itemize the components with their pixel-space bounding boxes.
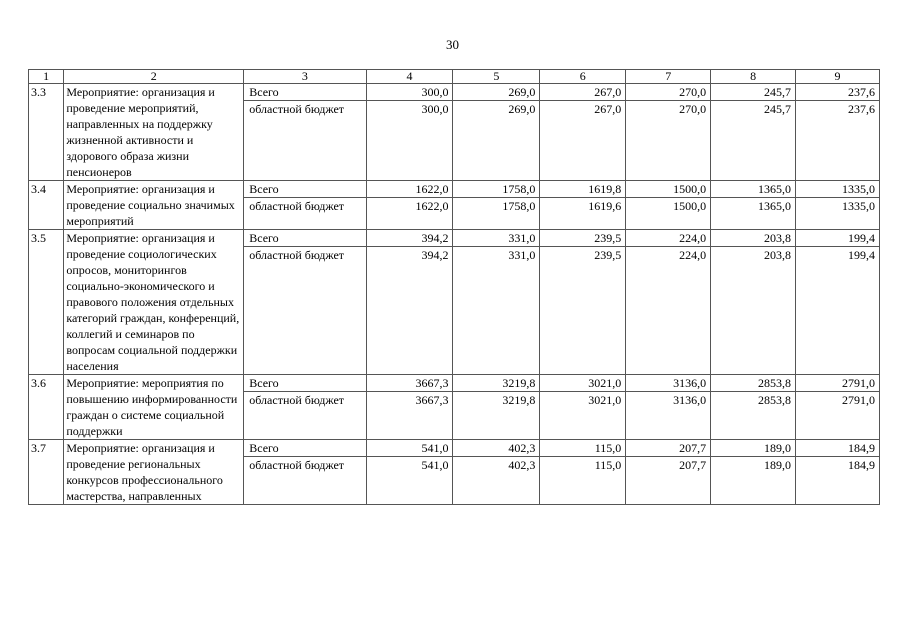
row-number: 3.7 <box>29 440 64 505</box>
activity-name: Мероприятие: мероприятия по повышению информированности граждан о системе социальной поддержки <box>64 375 244 440</box>
value-cell: 3021,0 <box>540 375 626 392</box>
value-cell: 1500,0 <box>626 198 711 230</box>
value-cell: 2791,0 <box>796 375 880 392</box>
table-body <box>29 70 880 505</box>
value-cell: 267,0 <box>540 101 626 181</box>
column-header: 1 <box>29 70 64 84</box>
value-cell: 267,0 <box>540 84 626 101</box>
value-cell: 1619,8 <box>540 181 626 198</box>
value-cell: 3136,0 <box>626 375 711 392</box>
column-header: 7 <box>626 70 711 84</box>
value-cell: 1335,0 <box>796 181 880 198</box>
value-cell: 270,0 <box>626 101 711 181</box>
value-cell: 199,4 <box>796 230 880 247</box>
table-row <box>29 181 880 198</box>
value-cell: 237,6 <box>796 101 880 181</box>
funding-source: Всего <box>244 440 366 457</box>
value-cell: 239,5 <box>540 230 626 247</box>
value-cell: 239,5 <box>540 247 626 375</box>
table-row <box>29 84 880 101</box>
value-cell: 199,4 <box>796 247 880 375</box>
funding-source: областной бюджет <box>244 247 366 375</box>
funding-source: Всего <box>244 84 366 101</box>
value-cell: 269,0 <box>453 101 540 181</box>
table-row <box>29 230 880 247</box>
value-cell: 203,8 <box>711 230 796 247</box>
value-cell: 1619,6 <box>540 198 626 230</box>
value-cell: 207,7 <box>626 440 711 457</box>
value-cell: 203,8 <box>711 247 796 375</box>
activity-name: Мероприятие: организация и проведение мероприятий, направленных на поддержку жизненной активности и здорового образа жизни пенсионеров <box>64 84 244 181</box>
value-cell: 402,3 <box>453 440 540 457</box>
funding-source: Всего <box>244 181 366 198</box>
value-cell: 300,0 <box>366 84 453 101</box>
value-cell: 331,0 <box>453 247 540 375</box>
value-cell: 237,6 <box>796 84 880 101</box>
funding-source: областной бюджет <box>244 392 366 440</box>
value-cell: 189,0 <box>711 457 796 505</box>
value-cell: 1335,0 <box>796 198 880 230</box>
value-cell: 541,0 <box>366 440 453 457</box>
row-number: 3.6 <box>29 375 64 440</box>
value-cell: 1365,0 <box>711 181 796 198</box>
value-cell: 2791,0 <box>796 392 880 440</box>
value-cell: 184,9 <box>796 457 880 505</box>
value-cell: 394,2 <box>366 230 453 247</box>
value-cell: 1365,0 <box>711 198 796 230</box>
activity-name: Мероприятие: организация и проведение социологических опросов, мониторингов социально-экономического и правового положения отдельных категорий граждан, конференций, коллегий и семинаров по вопросам социальной поддержки населения <box>64 230 244 375</box>
funding-source: областной бюджет <box>244 101 366 181</box>
funding-source: областной бюджет <box>244 457 366 505</box>
activity-name: Мероприятие: организация и проведение региональных конкурсов профессионального мастерства, направленных <box>64 440 244 505</box>
row-number: 3.5 <box>29 230 64 375</box>
value-cell: 402,3 <box>453 457 540 505</box>
value-cell: 115,0 <box>540 457 626 505</box>
value-cell: 3219,8 <box>453 392 540 440</box>
value-cell: 270,0 <box>626 84 711 101</box>
value-cell: 115,0 <box>540 440 626 457</box>
value-cell: 245,7 <box>711 101 796 181</box>
column-header: 3 <box>244 70 366 84</box>
value-cell: 1500,0 <box>626 181 711 198</box>
value-cell: 2853,8 <box>711 375 796 392</box>
value-cell: 184,9 <box>796 440 880 457</box>
value-cell: 3667,3 <box>366 392 453 440</box>
column-header: 5 <box>453 70 540 84</box>
value-cell: 245,7 <box>711 84 796 101</box>
column-header: 8 <box>711 70 796 84</box>
value-cell: 269,0 <box>453 84 540 101</box>
value-cell: 3667,3 <box>366 375 453 392</box>
value-cell: 224,0 <box>626 230 711 247</box>
value-cell: 331,0 <box>453 230 540 247</box>
column-header: 4 <box>366 70 453 84</box>
value-cell: 3136,0 <box>626 392 711 440</box>
column-header: 2 <box>64 70 244 84</box>
value-cell: 2853,8 <box>711 392 796 440</box>
value-cell: 1758,0 <box>453 198 540 230</box>
header-row <box>29 70 880 84</box>
value-cell: 1622,0 <box>366 198 453 230</box>
funding-table <box>28 69 880 505</box>
page-number: 30 <box>446 37 459 52</box>
value-cell: 1622,0 <box>366 181 453 198</box>
column-header: 9 <box>796 70 880 84</box>
value-cell: 3021,0 <box>540 392 626 440</box>
value-cell: 224,0 <box>626 247 711 375</box>
column-header: 6 <box>540 70 626 84</box>
value-cell: 300,0 <box>366 101 453 181</box>
funding-source: Всего <box>244 230 366 247</box>
table-row <box>29 375 880 392</box>
value-cell: 3219,8 <box>453 375 540 392</box>
funding-source: областной бюджет <box>244 198 366 230</box>
row-number: 3.3 <box>29 84 64 181</box>
value-cell: 189,0 <box>711 440 796 457</box>
row-number: 3.4 <box>29 181 64 230</box>
value-cell: 207,7 <box>626 457 711 505</box>
activity-name: Мероприятие: организация и проведение социально значимых мероприятий <box>64 181 244 230</box>
table-row <box>29 440 880 457</box>
value-cell: 1758,0 <box>453 181 540 198</box>
value-cell: 394,2 <box>366 247 453 375</box>
value-cell: 541,0 <box>366 457 453 505</box>
funding-source: Всего <box>244 375 366 392</box>
